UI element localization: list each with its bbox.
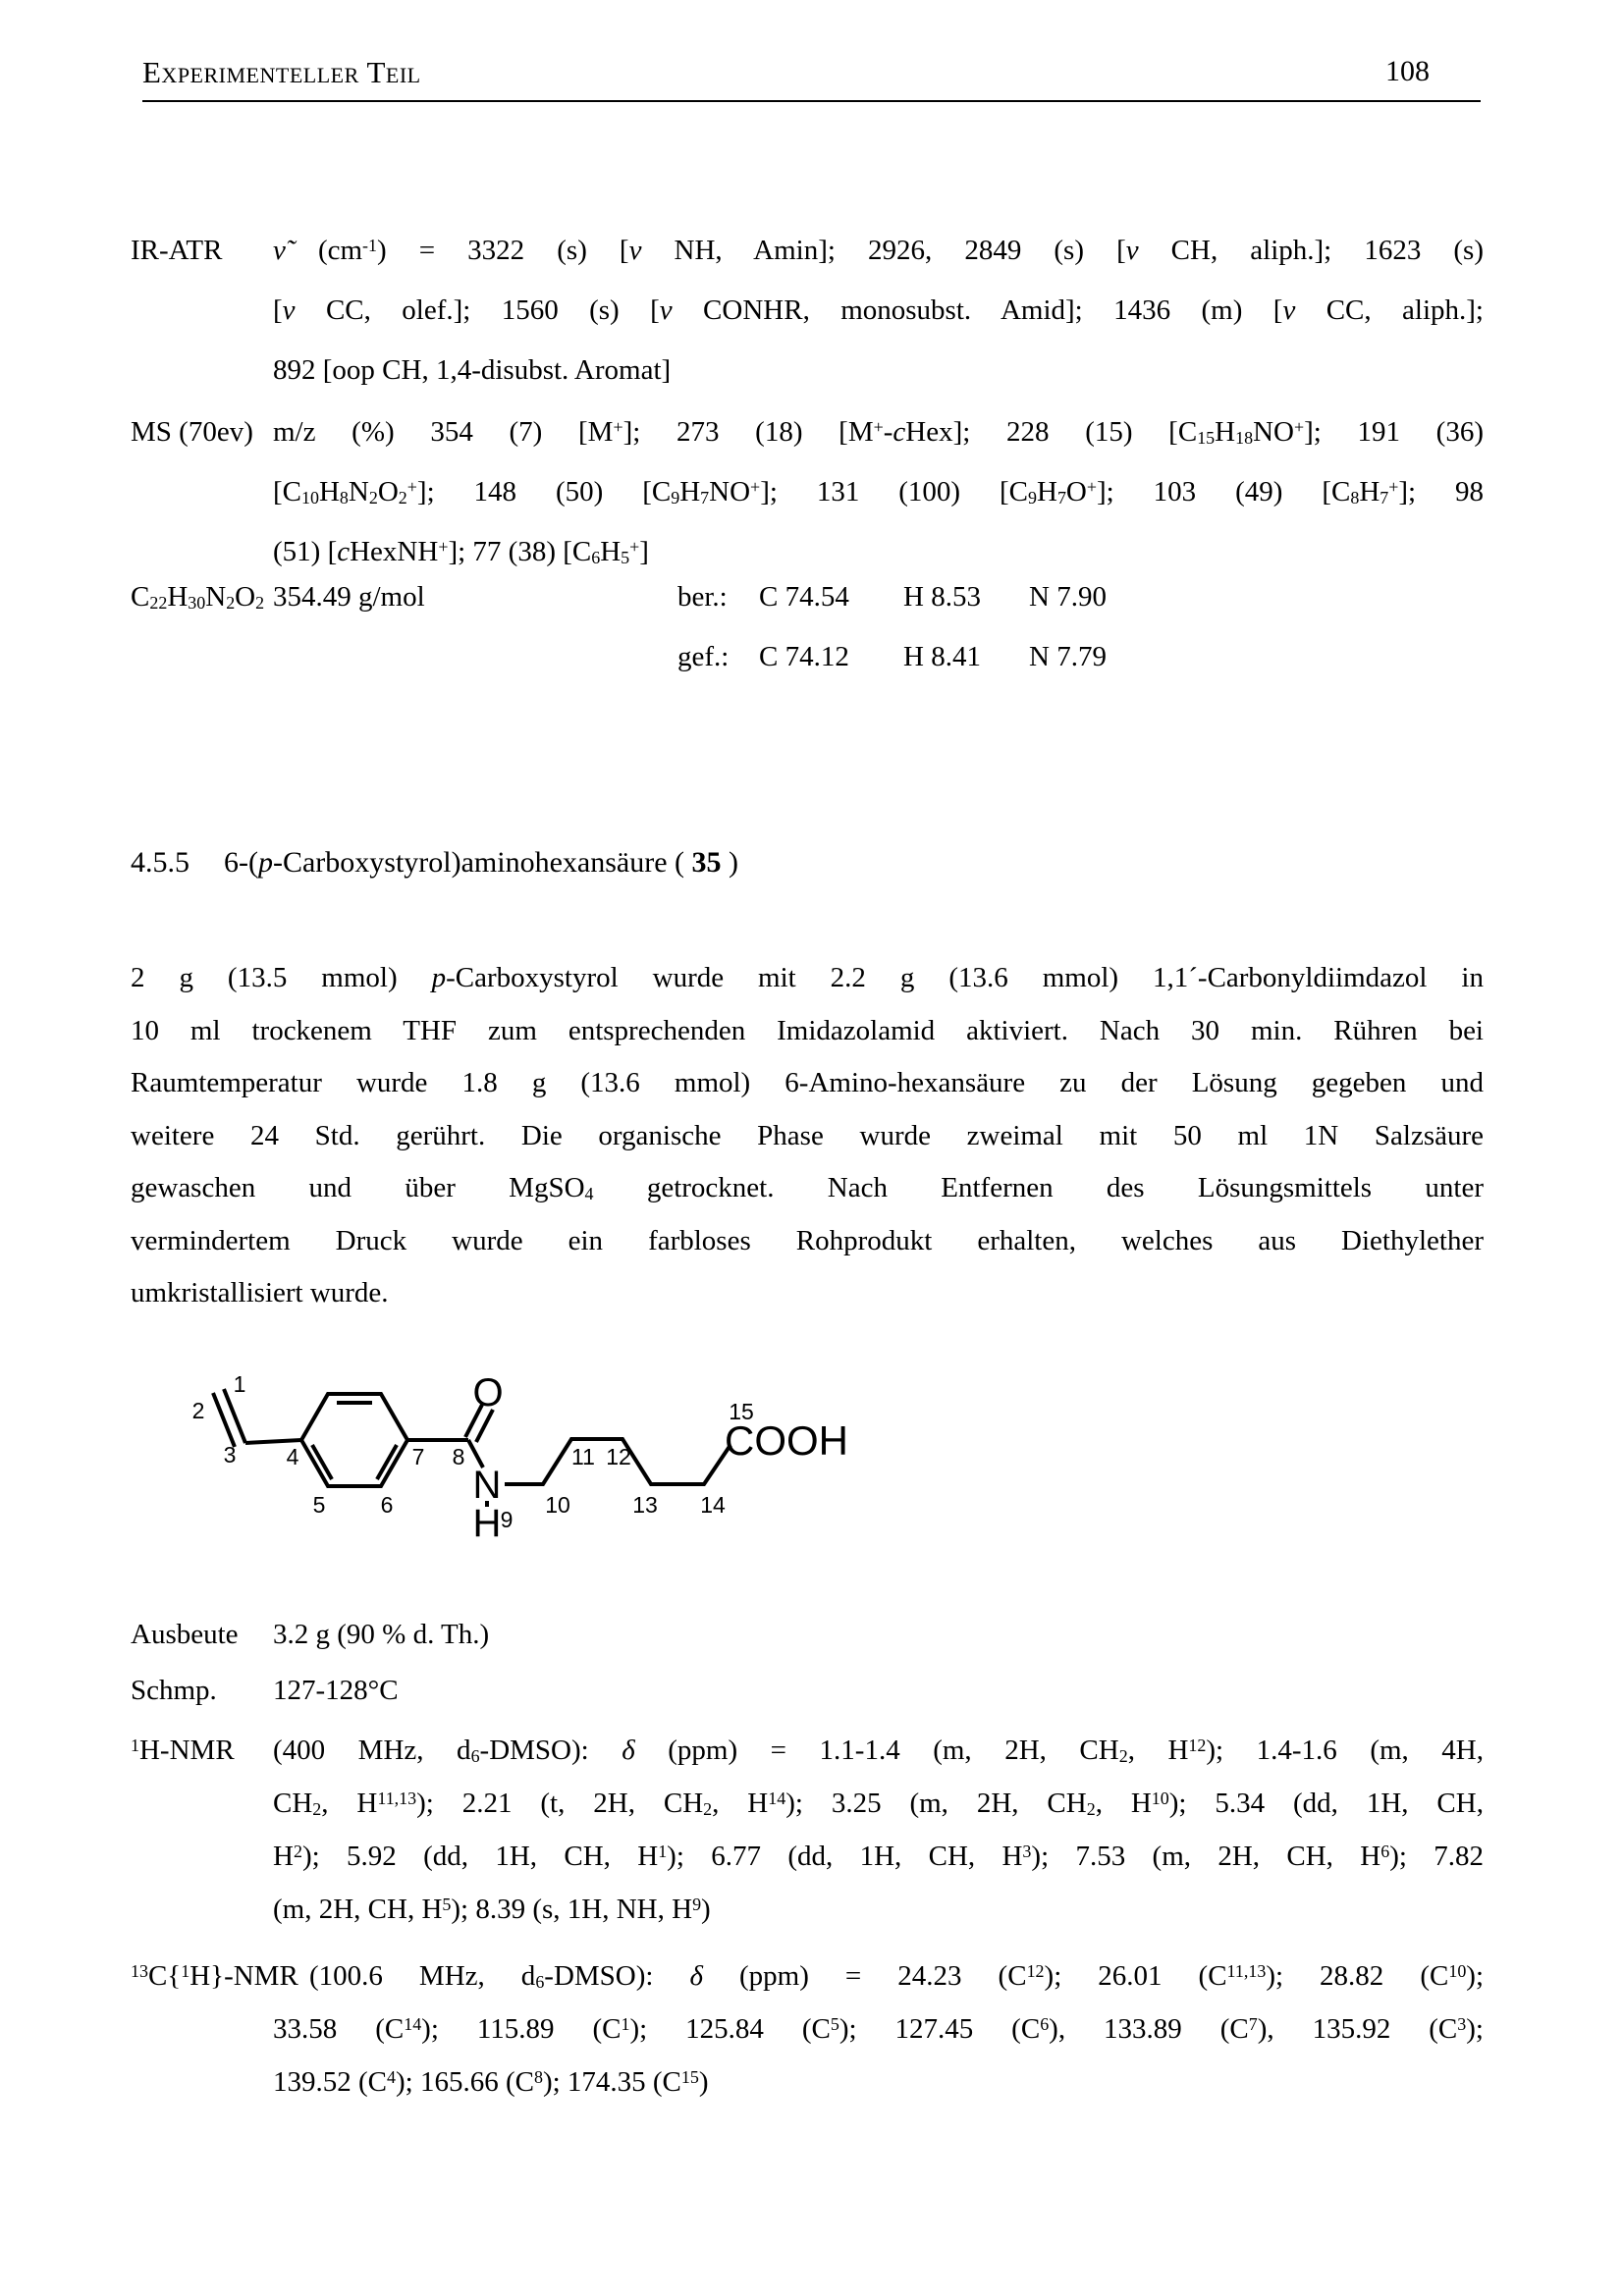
h-nmr-value [273,1724,1484,1936]
text-line: 33.58 $(C^{14})$; 115.89 $(C^1)$; 125.84 $(C^5)$; 127.45 $(C^6)$, 133.89 $(C^7)$, 135.92 $(C^3)$; [273,2013,1484,2045]
text-line: $H^2$); 5.92 (dd, 1H, CH, $H^1$); 6.77 (dd, 1H, CH, $H^3$); 7.53 (m, 2H, CH, $H^6$); 7.82 [273,1841,1485,1872]
atom-label-3: 3 [223,1442,237,1468]
ms-row [131,402,1484,582]
ms-label: MS (70ev) [131,416,253,448]
yield-label: Ausbeute [131,1619,239,1650]
text-line: m/z (%) 354 (7) [M+]; 273 (18) [M+-cHex]; 228 (15) $[C_{15}H_{18}NO^+]$; 191 (36) [273,416,1485,449]
vinyl-double-bond-line1 [224,1389,245,1443]
calculated-line [677,567,1484,627]
text-line: $CH_2$, H$^{11,13}$); 2.21 (t, 2H, $CH_2$, $H^{14}$); 3.25 (m, 2H, $CH_2$, $H^{10}$); 5.34 (dd, 1H, CH, [273,1788,1484,1820]
atom-label-1: 1 [233,1371,246,1397]
atom-label-11: 11 [571,1444,595,1469]
atom-label-6: 6 [380,1492,394,1518]
section-title: 6-(p-Carboxystyrol)aminohexansäure ( 35 ) [224,846,739,879]
text-line: $[C_{10}H_8N_2O_2^+]$; 148 (50) $[C_9H_7NO^+]$; 131 (100) $[C_9H_7O^+]$; 103 (49) $[C_8H_7^+]$; 98 [273,476,1485,508]
text-line: vermindertem Druck wurde ein farbloses Rohprodukt erhalten, welches aus Diethylether [131,1224,1484,1256]
vinyl-ring-bond [245,1440,301,1443]
text-line: 2 g (13.5 mmol) p-Carboxystyrol wurde mit 2.2 g (13.6 mmol) 1,1´-Carbonyldiimdazol in [131,962,1484,993]
calculated-label: ber.: [677,581,728,613]
structure-drawing [137,1362,913,1588]
melting-point-row [131,1664,1484,1717]
ir-atr-value [273,221,1484,400]
chemical-structure-figure [137,1362,913,1588]
atom-label-15: 15 [729,1399,754,1424]
molecular-formula: $C_{22}H_{30}N_2O_2$ [131,581,265,614]
ir-atr-label: IR-ATR [131,235,223,266]
text-line: [ν CC, olef.]; 1560 (s) [ν CONHR, monosubst. Amid]; 1436 (m) [ν CC, aliph.]; [273,294,1484,326]
text-line: Raumtemperatur wurde 1.8 g (13.6 mmol) 6-Amino-hexansäure zu der Lösung gegeben und [131,1067,1484,1098]
amide-nitrogen-label: N [472,1464,502,1507]
vinyl-double-bond-line2 [213,1393,235,1447]
atom-label-12: 12 [606,1444,631,1469]
elemental-values [677,567,1484,687]
atom-label-9: 9 [500,1507,514,1532]
text-line: 10 ml trockenem THF zum entsprechenden Imidazolamid aktiviert. Nach 30 min. Rühren bei [131,1014,1484,1046]
atom-label-2: 2 [191,1398,205,1423]
atom-label-10: 10 [545,1492,570,1518]
text-line: 892 [oop CH, 1,4-disubst. Aromat] [273,354,672,386]
h-nmr-row [131,1724,1484,1936]
section-number: 4.5.5 [131,846,189,879]
found-label: gef.: [677,641,730,672]
c-nmr-label: $^{13}$C{$^1$H}-NMR [131,1960,298,1992]
found-line [677,627,1484,687]
calculated-hydrogen: H 8.53 [903,581,981,613]
found-nitrogen: N 7.79 [1029,641,1107,672]
text-line: weitere 24 Std. gerührt. Die organische Phase wurde zweimal mit 50 ml 1N Salzsäure [131,1119,1484,1151]
carbonyl-oxygen-label: O [472,1371,504,1415]
h-nmr-label: $^1$H-NMR [131,1735,235,1766]
text-line: (100.6 MHz, $d_6-DMSO$): δ (ppm) = 24.23 $(C^{12})$; 26.01 $(C^{11,13})$; 28.82 $(C^{10})$; [309,1960,1485,1993]
text-line: (m, 2H, CH, $H^5$); 8.39 (s, 1H, NH, $H^9$) [273,1894,711,1925]
text-line: (400 MHz, $d_6-DMSO$): δ (ppm) = 1.1-1.4 (m, 2H, $CH_2$, $H^{12}$); 1.4-1.6 (m, 4H, [273,1735,1484,1767]
calculated-nitrogen: N 7.90 [1029,581,1107,613]
found-carbon: C 74.12 [759,641,849,672]
c-nmr-row [131,1949,1484,2109]
ring-outline [301,1394,407,1486]
atom-label-13: 13 [632,1492,658,1518]
section-heading [131,832,738,892]
synthesis-paragraph [131,952,1484,1320]
text-line: umkristallisiert wurde. [131,1277,389,1308]
text-line: ν̃ $(cm^{-1}) = 3322$ (s) [ν NH, Amin]; 2926, 2849 (s) [ν CH, aliph.]; 1623 (s) [273,235,1484,266]
amide-hydrogen-label: H [472,1502,502,1545]
carboxylic-acid-label: COOH [725,1417,848,1464]
text-line: gewaschen und über MgSO$_4$ getrocknet. Nach Entfernen des Lösungsmittels unter [131,1172,1484,1204]
c-nmr-value [273,1949,1484,2109]
page-number: 108 [1385,55,1430,87]
melting-point-label: Schmp. [131,1675,217,1706]
text-line: (51) [cHexNH+]; 77 (38) $[C_6H_5^+]$ [273,536,649,568]
yield-value: 3.2 g (90 % d. Th.) [273,1619,490,1650]
page-header [142,55,1481,102]
text-line: 139.52 $(C^4)$; 165.66 $(C^8)$; 174.35 $(C^{15})$ [273,2066,709,2098]
running-title: Experimenteller Teil [142,55,421,89]
atom-label-14: 14 [700,1492,726,1518]
atom-label-8: 8 [452,1444,465,1469]
yield-row [131,1608,1484,1661]
melting-point-value: 127-128°C [273,1675,399,1706]
calculated-carbon: C 74.54 [759,581,849,613]
ms-value [273,402,1484,582]
atom-label-4: 4 [286,1444,299,1469]
ir-atr-row [131,221,1484,400]
atom-label-7: 7 [411,1444,425,1469]
benzene-ring [301,1394,407,1486]
found-hydrogen: H 8.41 [903,641,981,672]
atom-label-5: 5 [312,1492,326,1518]
molar-mass: 354.49 g/mol [273,581,425,613]
vinyl-group [213,1389,301,1447]
